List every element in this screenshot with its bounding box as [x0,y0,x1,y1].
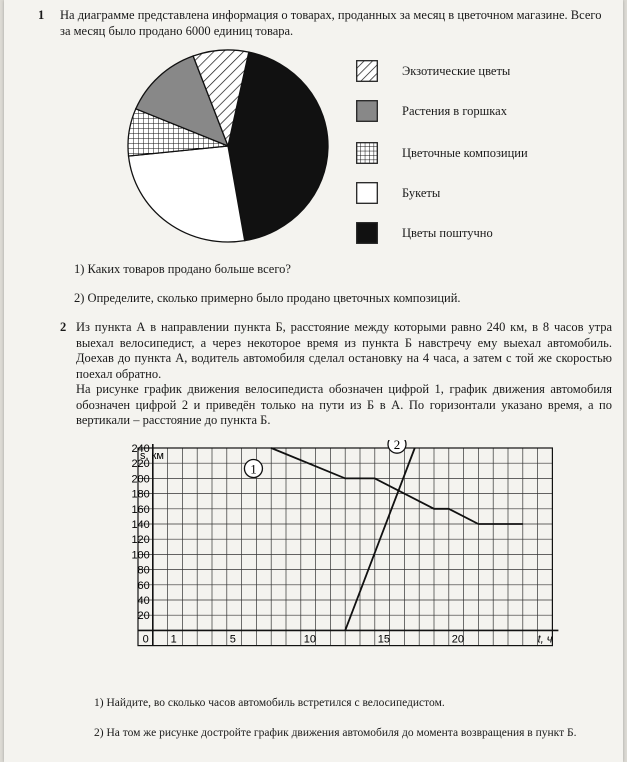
task1-question-1: 1) Каких товаров продано больше всего? [74,262,291,276]
pie-slice-1 [129,146,245,242]
legend-item [356,182,586,208]
legend-label: Цветы поштучно [402,226,493,240]
motion-graph [108,440,568,668]
legend-swatch [356,222,378,244]
legend-item [356,100,586,126]
legend-swatch [356,100,378,122]
svg-text:2: 2 [393,440,401,453]
y-tick-label: 40 [137,595,150,607]
x-tick-label: 10 [303,633,317,646]
legend-item [356,222,586,248]
series-marker-2 [388,440,406,453]
legend-swatch [356,60,378,82]
y-tick-label: 20 [137,610,150,623]
svg-text:1: 1 [250,461,257,477]
x-tick-label: 15 [377,633,391,646]
legend-swatch [356,182,378,204]
worksheet-page [4,0,623,762]
legend-swatch [356,142,378,164]
y-tick-label: 220 [131,458,150,471]
y-axis-label: s, км [140,450,164,462]
task2-number: 2 [60,320,67,334]
legend-item [356,60,586,86]
task1-number: 1 [38,8,45,22]
y-tick-label: 180 [131,488,150,501]
y-tick-label: 240 [131,443,150,455]
series-line-1 [271,448,523,524]
x-tick-label: 20 [451,633,465,646]
legend-label: Растения в горшках [402,104,507,118]
y-tick-label: 120 [131,534,150,547]
legend-label: Цветочные композиции [402,146,528,160]
task1-intro: На диаграмме представлена информация о товарах, проданных за месяц в цветочном магазине. Всего за месяц было продано 6000 единиц товара. [60,8,602,38]
legend-label: Букеты [402,186,441,200]
y-tick-label: 80 [137,564,150,577]
series-marker-1 [244,460,262,478]
y-tick-label: 140 [131,519,150,531]
task1-question-2: 2) Определите, сколько примерно было продано цветочных композиций. [74,291,461,305]
task2-text: Из пункта А в направлении пункта Б, расстояние между которыми равно 240 км, в 8 часов утра выехал велосипедист, а через некоторое время из пункта Б навстречу ему выехал автомобиль. Доехав до пункта А, водитель автомобиля сделал остановку на 4 часа, а затем с той же скоростью поехал обратно. На рисунке график движения велосипедиста обозначен цифрой 1, график движения автомобиля обозначен цифрой 2 и приведён только на пути из Б в А. По горизонтали указано время, а по вертикали – расстояние до пункта Б. [76,320,612,427]
task2-question-1: 1) Найдите, во сколько часов автомобиль встретился с велосипедистом. [94,697,445,709]
y-tick-label: 100 [131,549,150,562]
legend-label: Экзотические цветы [402,64,511,78]
pie-chart [108,48,348,248]
x-tick-label: 5 [229,633,236,646]
legend-item [356,142,586,168]
task2-question-2: 2) На том же рисунке достройте график движения автомобиля до момента возвращения в пункт Б. [94,727,577,739]
y-tick-label: 60 [137,579,150,592]
y-tick-label: 200 [131,473,150,486]
y-tick-label: 160 [131,503,150,516]
x-tick-label: 0 [142,633,149,646]
x-tick-label: 1 [170,633,177,646]
x-axis-label: t, ч [537,633,553,646]
